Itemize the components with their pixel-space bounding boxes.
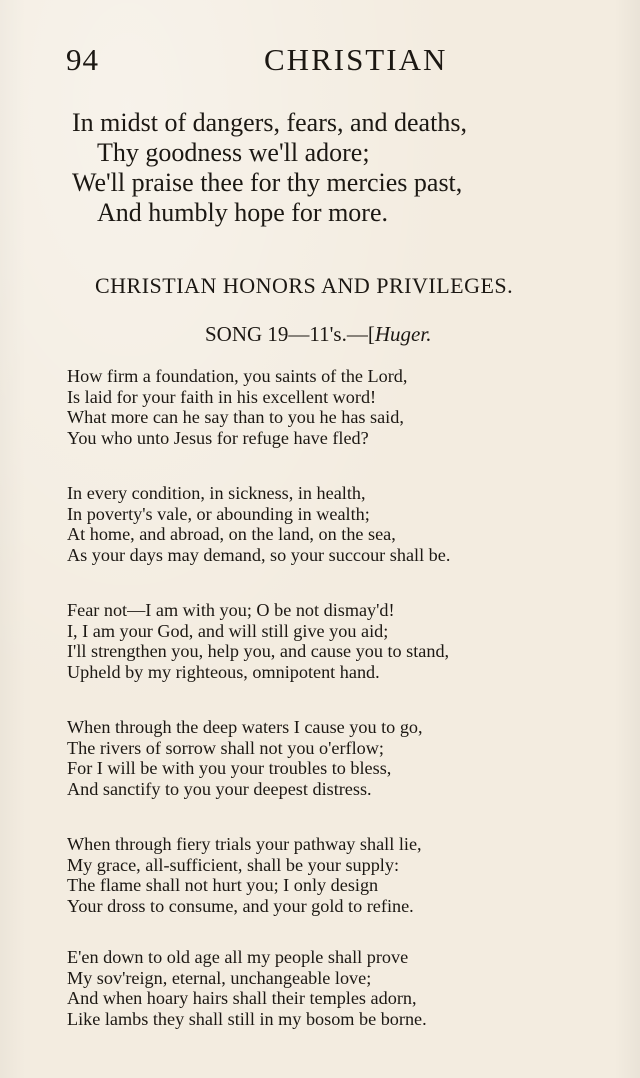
stanza-line: How firm a foundation, you saints of the Lord,	[67, 366, 408, 386]
stanza-3	[67, 600, 640, 682]
stanza-line: What more can he say than to you he has said,	[67, 407, 404, 428]
stanza-4	[67, 717, 640, 799]
stanza-5	[67, 834, 640, 916]
stanza-line: Like lambs they shall still in my bosom be borne.	[67, 1008, 427, 1029]
stanza-line: When through the deep waters I cause you to go,	[67, 717, 423, 737]
stanza-line: For I will be with you your troubles to bless,	[67, 758, 392, 779]
stanza-1	[67, 366, 640, 448]
stanza-6	[67, 947, 640, 1029]
stanza-line: Upheld by my righteous, omnipotent hand.	[67, 661, 380, 682]
stanza-line: Fear not—I am with you; O be not dismay'd!	[67, 600, 395, 620]
stanza-line: And sanctify to you your deepest distress.	[67, 778, 372, 799]
song-tune: Huger.	[374, 322, 432, 346]
stanza-line: When through fiery trials your pathway shall lie,	[67, 834, 422, 854]
intro-line: We'll praise thee for thy mercies past,	[72, 168, 463, 197]
stanza-line: My grace, all-sufficient, shall be your supply:	[67, 854, 400, 875]
stanza-line: The flame shall not hurt you; I only design	[67, 875, 379, 896]
stanza-line: You who unto Jesus for refuge have fled?	[67, 427, 369, 448]
stanza-line: Is laid for your faith in his excellent word!	[67, 386, 377, 407]
intro-line: In midst of dangers, fears, and deaths,	[72, 108, 467, 137]
stanza-line: In every condition, in sickness, in health,	[67, 483, 366, 503]
stanza-line: My sov'reign, eternal, unchangeable love;	[67, 967, 372, 988]
intro-stanza	[0, 108, 640, 228]
stanza-line: I'll strengthen you, help you, and cause you to stand,	[67, 641, 450, 662]
intro-line: Thy goodness we'll adore;	[97, 138, 370, 167]
stanza-line: And when hoary hairs shall their temples adorn,	[67, 988, 417, 1009]
intro-line: And humbly hope for more.	[97, 198, 389, 227]
stanza-2	[67, 483, 640, 565]
stanza-line: Your dross to consume, and your gold to refine.	[67, 895, 414, 916]
stanza-line: I, I am your God, and will still give you aid;	[67, 620, 389, 641]
song-heading	[205, 322, 431, 347]
section-title: CHRISTIAN HONORS AND PRIVILEGES.	[95, 273, 514, 298]
running-head: CHRISTIAN	[264, 42, 448, 77]
page-number: 94	[66, 42, 99, 77]
stanza-line: At home, and abroad, on the land, on the sea,	[67, 524, 396, 545]
stanza-line: The rivers of sorrow shall not you o'erflow;	[67, 737, 384, 758]
stanza-line: As your days may demand, so your succour shall be.	[67, 544, 451, 565]
page-header	[66, 42, 456, 86]
stanza-line: E'en down to old age all my people shall prove	[67, 947, 409, 967]
stanza-line: In poverty's vale, or abounding in wealth;	[67, 503, 370, 524]
song-label: SONG 19—11's.—[	[205, 322, 375, 346]
